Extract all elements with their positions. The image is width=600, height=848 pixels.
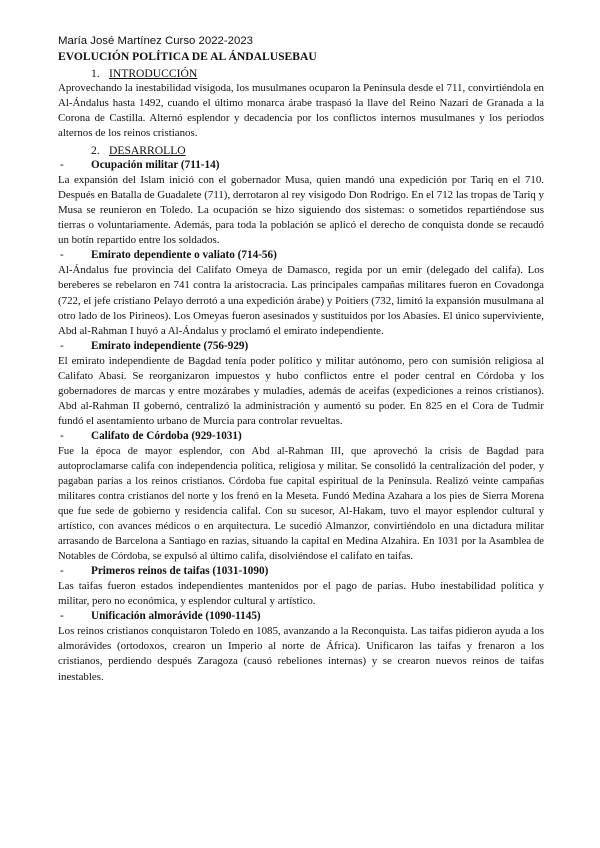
paragraph-emirato-dependiente: Al-Ándalus fue provincia del Califato Omeya de Damasco, regida por un emir (delegado del califa). Los bereberes se rebelaron en 741 contra la aristocracia. Las principales campañas militares fueron en Covadonga (722, el jefe cristiano Pelayo derrotó a una expedición árabe) y Poitiers (732, limitó la expansión musulmana al otro lado de los Pirineos). Los Omeyas fueron asesinados y sustituidos por los Abasíes. El único superviviente, Abd al-Rahman I huyó a Al-Ándalus y proclamó el emirato independiente. bbox=[58, 264, 544, 337]
section-title: INTRODUCCIÓN bbox=[109, 67, 198, 80]
paragraph-emirato-independiente: El emirato independiente de Bagdad tenía poder político y militar autónomo, pero con sumisión religiosa al Califato Abasí. Se reorganizaron impuestos y hubo conflictos entre el poder central en Córdoba y los gobernadores de marcas y entre mozárabes y muladíes, además de aceifas (expediciones a reinos cristianos). Abd al-Rahman II gobernó, centralizó la administración y aumentó su poder. En 825 en el Cora de Tudmir fundó el asentamiento urbano de Murcia para controlar revueltas. bbox=[58, 354, 544, 427]
section-heading-introduccion bbox=[58, 66, 544, 81]
subsection-heading-califato bbox=[58, 429, 544, 444]
section-heading-desarrollo bbox=[58, 143, 544, 158]
paragraph-ocupacion: La expansión del Islam inició con el gobernador Musa, quien mandó una expedición por Tariq en el 710. Después en Batalla de Guadalete (711), derrotaron al rey visigodo Don Rodrigo. En el 712 las tropas de Tariq y Musa se reunieron en Toledo. La ocupación se hizo siguiendo dos sistemas: o sometidos repartiéndose sus tierras o voluntariamente. Además, para toda la población se aplicó el derecho de conquista donde se recaudó un botín repartido entre los soldados. bbox=[58, 174, 544, 247]
subsection-title: Ocupación militar (711-14) bbox=[91, 159, 220, 172]
list-dash: - bbox=[60, 565, 64, 578]
subsection-title: Emirato dependiente o valiato (714-56) bbox=[91, 249, 277, 262]
subsection-heading-taifas bbox=[58, 564, 544, 579]
paragraph-taifas: Las taifas fueron estados independientes mantenidos por el pago de parias. Hubo inestabilidad política y militar, pero no económica, y esplendor cultural y artístico. bbox=[58, 580, 544, 608]
document-title: EVOLUCIÓN POLÍTICA DE AL ÁNDALUSEBAU bbox=[58, 50, 317, 63]
list-dash: - bbox=[60, 159, 64, 172]
subsection-title: Unificación almorávide (1090-1145) bbox=[91, 610, 261, 623]
subsection-heading-ocupacion bbox=[58, 158, 544, 173]
author-line: María José Martínez Curso 2022-2023 bbox=[58, 35, 254, 47]
list-dash: - bbox=[60, 339, 64, 352]
paragraph-califato: Fue la época de mayor esplendor, con Abd al-Rahman III, que aprovechó la crisis de Bagdad para autoproclamarse califa con independencia política, religiosa y militar. Se consolidó la centralización del poder, y pagaban parias a los reinos cristianos. Córdoba fue capital espiritual de la Península. Realizó veinte campañas militares contra cristianos del norte y los frenó en la Meseta. Fundó Medina Azahara a los pies de Sierra Morena que fue sede de gobierno y residencia califal. Con su sucesor, Al-Hakam, tuvo el mayor esplendor cultural y artístico, con avances médicos o en arquitectura. Le sucedió Almanzor, convirtiéndolo en una dictadura militar arrasando de Barcelona a Santiago en razias, situando la capital en Medina Alzahira. En 1031 por la Asamblea de Notables de Córdoba, se expulsó al último califa, disolviéndose el califato en taifas. bbox=[58, 445, 544, 563]
list-dash: - bbox=[60, 429, 64, 442]
list-dash: - bbox=[60, 610, 64, 623]
section-number: 2. bbox=[91, 144, 100, 158]
subsection-title: Primeros reinos de taifas (1031-1090) bbox=[91, 565, 269, 578]
subsection-title: Califato de Córdoba (929-1031) bbox=[91, 429, 242, 442]
document-page bbox=[58, 34, 544, 685]
subsection-heading-emirato-independiente bbox=[58, 339, 544, 354]
subsection-title: Emirato independiente (756-929) bbox=[91, 339, 249, 352]
subsection-heading-emirato-dependiente bbox=[58, 248, 544, 263]
paragraph-almoravide: Los reinos cristianos conquistaron Toledo en 1085, avanzando a la Reconquista. Las taifas pidieron ayuda a los almorávides (ortodoxos, crearon un Imperio al norte de África). Unificaron las taifas y frenaron a los cristianos, perdiendo después Zaragoza (causó rebeliones internas) y se crearon nuevos reinos de taifas inestables. bbox=[58, 625, 544, 683]
intro-paragraph: Aprovechando la inestabilidad visigoda, los musulmanes ocuparon la Península desde el 711, convirtiéndola en Al-Ándalus hasta 1492, cuando el último monarca árabe traspasó la llave del Reino Nazarí de Granada a la Corona de Castilla. Alternó esplendor y decadencia por los conflictos internos musulmanes y los periodos alternos de los reinos cristianos. bbox=[58, 82, 544, 140]
section-number: 1. bbox=[91, 67, 100, 80]
list-dash: - bbox=[60, 249, 64, 262]
subsection-heading-almoravide bbox=[58, 609, 544, 624]
section-title: DESARROLLO bbox=[109, 144, 186, 158]
